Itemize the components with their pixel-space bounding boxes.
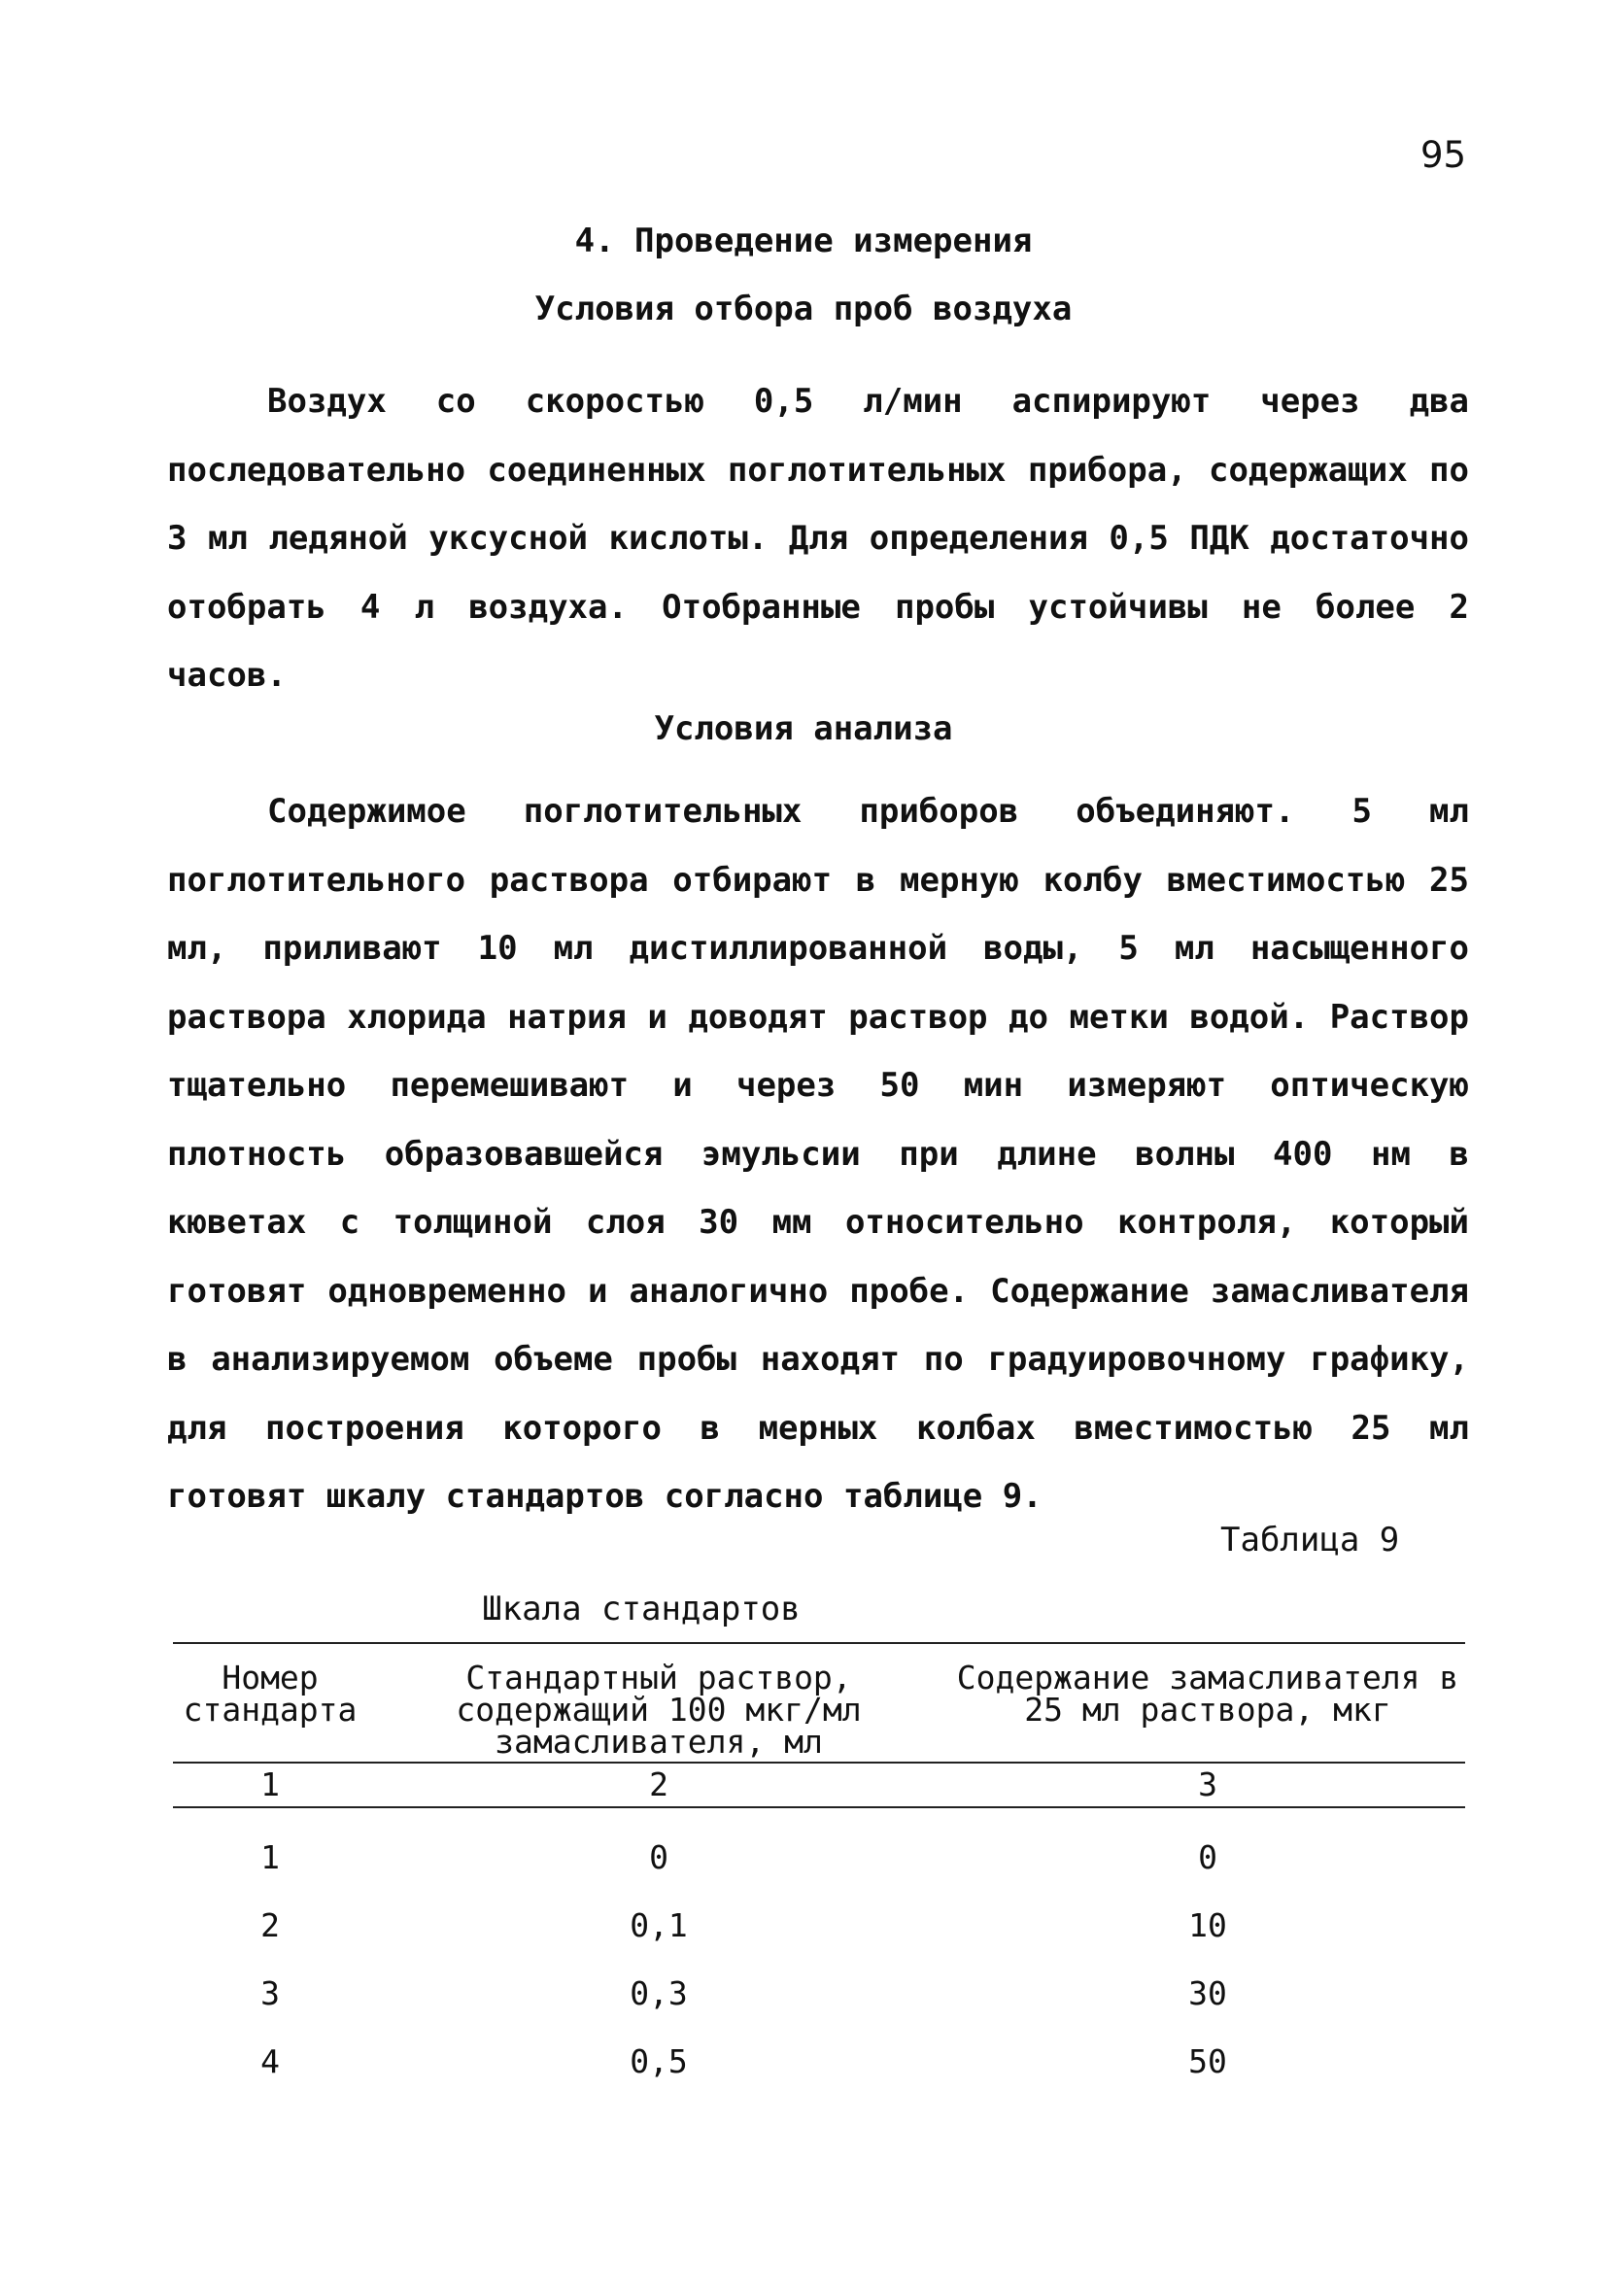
table-row (173, 1944, 1465, 2012)
section-heading: 4. Проведение измерения (574, 222, 1033, 260)
column-number-cell: 3 (950, 1763, 1465, 1807)
analysis-conditions-heading: Условия анализа (654, 709, 953, 748)
sampling-conditions-paragraph: Воздух со скоростью 0,5 л/мин аспирируют через два последовательно соединенных поглотительных прибора, содержащих по 3 мл ледяной уксусной кислоты. Для определения 0,5 ПДК достаточно отобрать 4 л воздуха. Отобранные пробы устойчивы не более 2 часов. (167, 382, 1469, 695)
table-header-cell: Номер стандарта (173, 1643, 367, 1763)
table-title: Шкала стандартов (482, 1590, 801, 1628)
table-caption: Таблица 9 (1220, 1521, 1400, 1559)
table-row (173, 1807, 1465, 1876)
table-cell: 0,5 (630, 2042, 688, 2080)
standards-table (173, 1642, 1465, 2080)
column-number-cell: 1 (173, 1763, 367, 1807)
column-number-row (173, 1763, 1465, 1807)
table-cell: 4 (260, 2042, 280, 2080)
sampling-conditions-heading: Условия отбора проб воздуха (534, 290, 1073, 328)
analysis-conditions-paragraph: Содержимое поглотительных приборов объединяют. 5 мл поглотительного раствора отбирают в мерную колбу вместимостью 25 мл, приливают 10 мл дистиллированной воды, 5 мл насыщенного раствора хлорида натрия и доводят раствор до метки водой. Раствор тщательно перемешивают и через 50 мин измеряют оптическую плотность образовавшейся эмульсии при длине волны 400 нм в кюветах с толщиной слоя 30 мм относительно контроля, который готовят одновременно и аналогично пробе. Содержание замасливателя в анализируемом объеме пробы находят по градуировочному графику, для построения которого в мерных колбах вместимостью 25 мл готовят шкалу стандартов согласно таблице 9. (167, 792, 1469, 1516)
table-cell: 0,1 (630, 1906, 688, 1944)
table-cell: 0 (649, 1838, 668, 1876)
table-row (173, 2012, 1465, 2080)
table-header-row (173, 1643, 1465, 1763)
table-cell: 0 (1198, 1838, 1217, 1876)
table-cell: 2 (260, 1906, 280, 1944)
table-cell: 10 (1188, 1906, 1227, 1944)
column-number-cell: 2 (367, 1763, 950, 1807)
page-number: 95 (1420, 134, 1467, 176)
table-cell: 30 (1188, 1974, 1227, 2012)
table-cell: 1 (260, 1838, 280, 1876)
table-cell: 3 (260, 1974, 280, 2012)
table-cell: 50 (1188, 2042, 1227, 2080)
table-header-cell: Содержание замасливателя в 25 мл раствора, мкг (950, 1643, 1465, 1763)
table-cell: 0,3 (630, 1974, 688, 2012)
table-header-cell: Стандартный раствор, содержащий 100 мкг/мл замасливателя, мл (367, 1643, 950, 1763)
table-row (173, 1876, 1465, 1944)
